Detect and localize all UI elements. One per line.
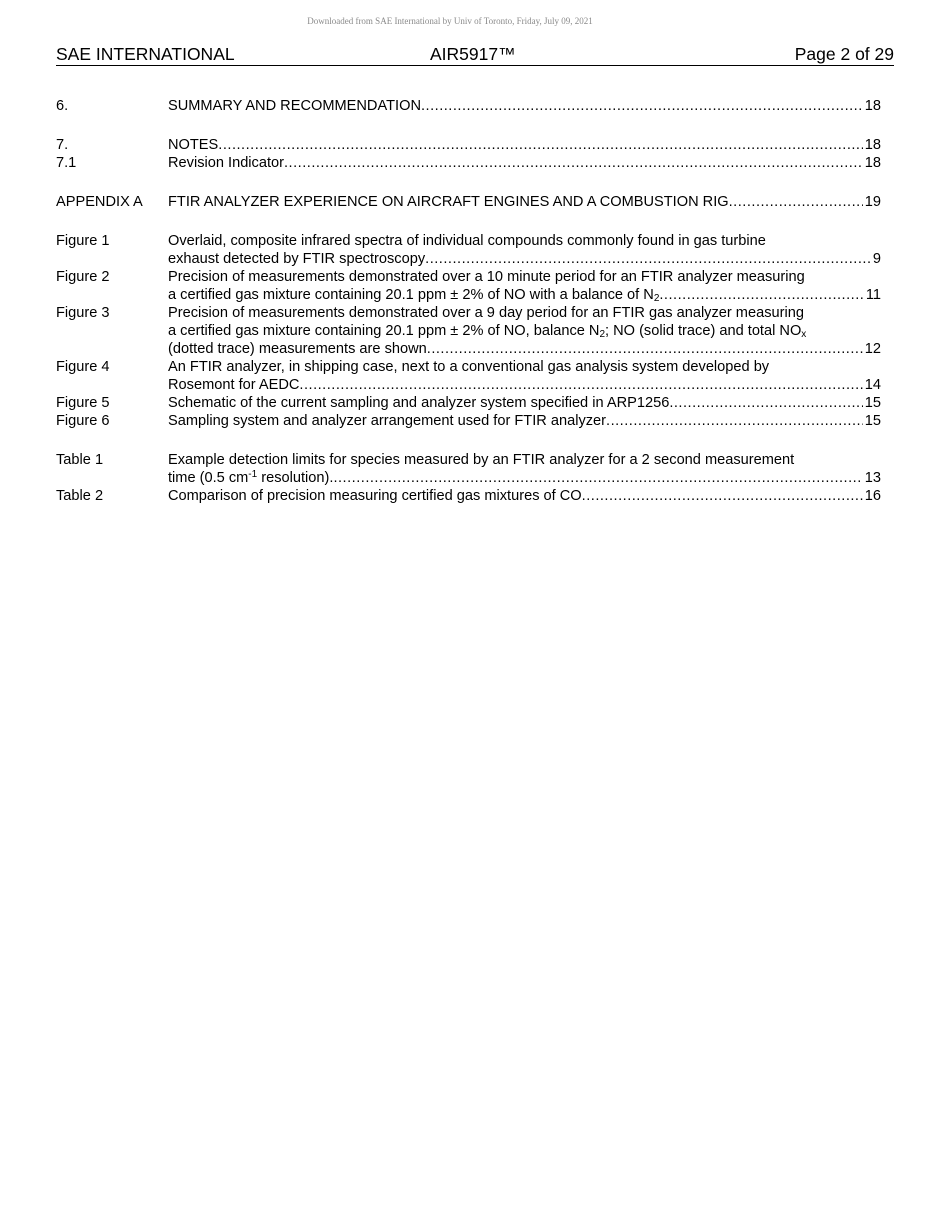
subscript: 2 xyxy=(653,293,660,304)
toc-entry-title: SUMMARY AND RECOMMENDATION xyxy=(168,98,421,114)
toc-entry-label: APPENDIX A xyxy=(56,194,143,210)
toc-entry-title: NOTES xyxy=(168,137,219,153)
subscript: 2 xyxy=(599,329,606,340)
toc-entry-page: 9 xyxy=(872,251,881,267)
toc-entry-table-1[interactable] xyxy=(56,451,881,487)
toc-entry-appendix-a[interactable] xyxy=(56,193,881,211)
toc-entry-title-line: a certified gas mixture containing 20.1 ppm ± 2% of NO, balance $N_2$; NO (solid trace) and total $NO_x$ xyxy=(168,323,807,340)
toc-entry-title-line: Overlaid, composite infrared spectra of individual compounds commonly found in gas turbine xyxy=(168,233,766,249)
toc-entry-page: 15 xyxy=(864,413,881,429)
toc-entry-page: 14 xyxy=(864,377,881,393)
subscript: x xyxy=(801,329,807,340)
dot-leader xyxy=(669,394,862,412)
toc-entry-title: Sampling system and analyzer arrangement used for FTIR analyzer xyxy=(168,413,607,429)
toc-entry-title-line: time (0.5 $cm^{-1}$ resolution). xyxy=(168,469,334,486)
toc-entry-title: Schematic of the current sampling and analyzer system specified in ARP1256 xyxy=(168,395,670,411)
toc-entry-label: 6. xyxy=(56,98,69,114)
header-document-id: AIR5917™ xyxy=(430,44,516,64)
toc-entry-page: 15 xyxy=(864,395,881,411)
page-header xyxy=(56,44,894,66)
toc-entry-page: 13 xyxy=(864,470,881,486)
dot-leader xyxy=(425,250,871,268)
toc-entry-title-line: Precision of measurements demonstrated over a 9 day period for an FTIR gas analyzer measuring xyxy=(168,305,804,321)
toc-entry-figure-4[interactable] xyxy=(56,358,881,394)
toc-entry-title-line: Example detection limits for species measured by an FTIR analyzer for a 2 second measurement xyxy=(168,452,795,468)
dot-leader xyxy=(421,97,863,115)
toc-entry-page: 16 xyxy=(864,488,881,504)
toc-entry-label: Figure 2 xyxy=(56,269,110,285)
toc-entry-figure-1[interactable] xyxy=(56,232,881,268)
dot-leader xyxy=(606,412,863,430)
dot-leader xyxy=(729,193,863,211)
table-of-contents xyxy=(56,97,881,505)
toc-entry-label: Figure 3 xyxy=(56,305,110,321)
toc-entry-label: Figure 5 xyxy=(56,395,110,411)
toc-entry-table-2[interactable] xyxy=(56,487,881,505)
toc-entry-title: Revision Indicator xyxy=(168,155,284,171)
toc-entry-page: 18 xyxy=(864,137,881,153)
toc-entry-figure-2[interactable] xyxy=(56,268,881,304)
dot-leader xyxy=(333,469,862,487)
toc-entry-figure-6[interactable] xyxy=(56,412,881,430)
dot-leader xyxy=(284,154,863,172)
toc-entry-label: 7.1 xyxy=(56,155,77,171)
toc-entry-label: Figure 4 xyxy=(56,359,110,375)
dot-leader xyxy=(659,286,863,304)
toc-entry-title: FTIR ANALYZER EXPERIENCE ON AIRCRAFT ENGINES AND A COMBUSTION RIG xyxy=(168,194,729,210)
superscript: -1 xyxy=(248,469,258,480)
dot-leader xyxy=(582,487,863,505)
toc-entry-figure-3[interactable] xyxy=(56,304,881,358)
toc-entry-label: Table 1 xyxy=(56,452,104,468)
toc-entry-label: 7. xyxy=(56,137,69,153)
dot-leader xyxy=(427,340,863,358)
toc-entry-page: 12 xyxy=(864,341,881,357)
toc-entry-title-line: Rosemont for AEDC xyxy=(168,377,300,393)
toc-entry-label: Table 2 xyxy=(56,488,104,504)
toc-entry-label: Figure 1 xyxy=(56,233,110,249)
toc-entry-section-7[interactable] xyxy=(56,136,881,154)
toc-entry-title-line: a certified gas mixture containing 20.1 ppm ± 2% of NO with a balance of $N_2$ xyxy=(168,287,660,304)
header-organization: SAE INTERNATIONAL xyxy=(56,44,235,64)
toc-entry-title-line: An FTIR analyzer, in shipping case, next to a conventional gas analysis system developed by xyxy=(168,359,770,375)
dot-leader xyxy=(218,136,862,154)
toc-entry-page: 18 xyxy=(864,155,881,171)
toc-entry-title-line: exhaust detected by FTIR spectroscopy xyxy=(168,251,426,267)
dot-leader xyxy=(299,376,862,394)
toc-entry-title-line: Precision of measurements demonstrated over a 10 minute period for an FTIR analyzer measuring xyxy=(168,269,805,285)
toc-entry-page: 11 xyxy=(865,287,881,303)
toc-entry-page: 19 xyxy=(864,194,881,210)
toc-entry-figure-5[interactable] xyxy=(56,394,881,412)
header-page-number: Page 2 of 29 xyxy=(794,44,894,64)
toc-entry-label: Figure 6 xyxy=(56,413,110,429)
toc-entry-title-line: (dotted trace) measurements are shown xyxy=(168,341,427,357)
toc-entry-title: Comparison of precision measuring certified gas mixtures of CO xyxy=(168,488,582,504)
toc-entry-section-6[interactable] xyxy=(56,97,881,115)
toc-entry-page: 18 xyxy=(864,98,881,114)
download-watermark: Downloaded from SAE International by Univ of Toronto, Friday, July 09, 2021 xyxy=(307,16,593,26)
toc-entry-section-7-1[interactable] xyxy=(56,154,881,172)
